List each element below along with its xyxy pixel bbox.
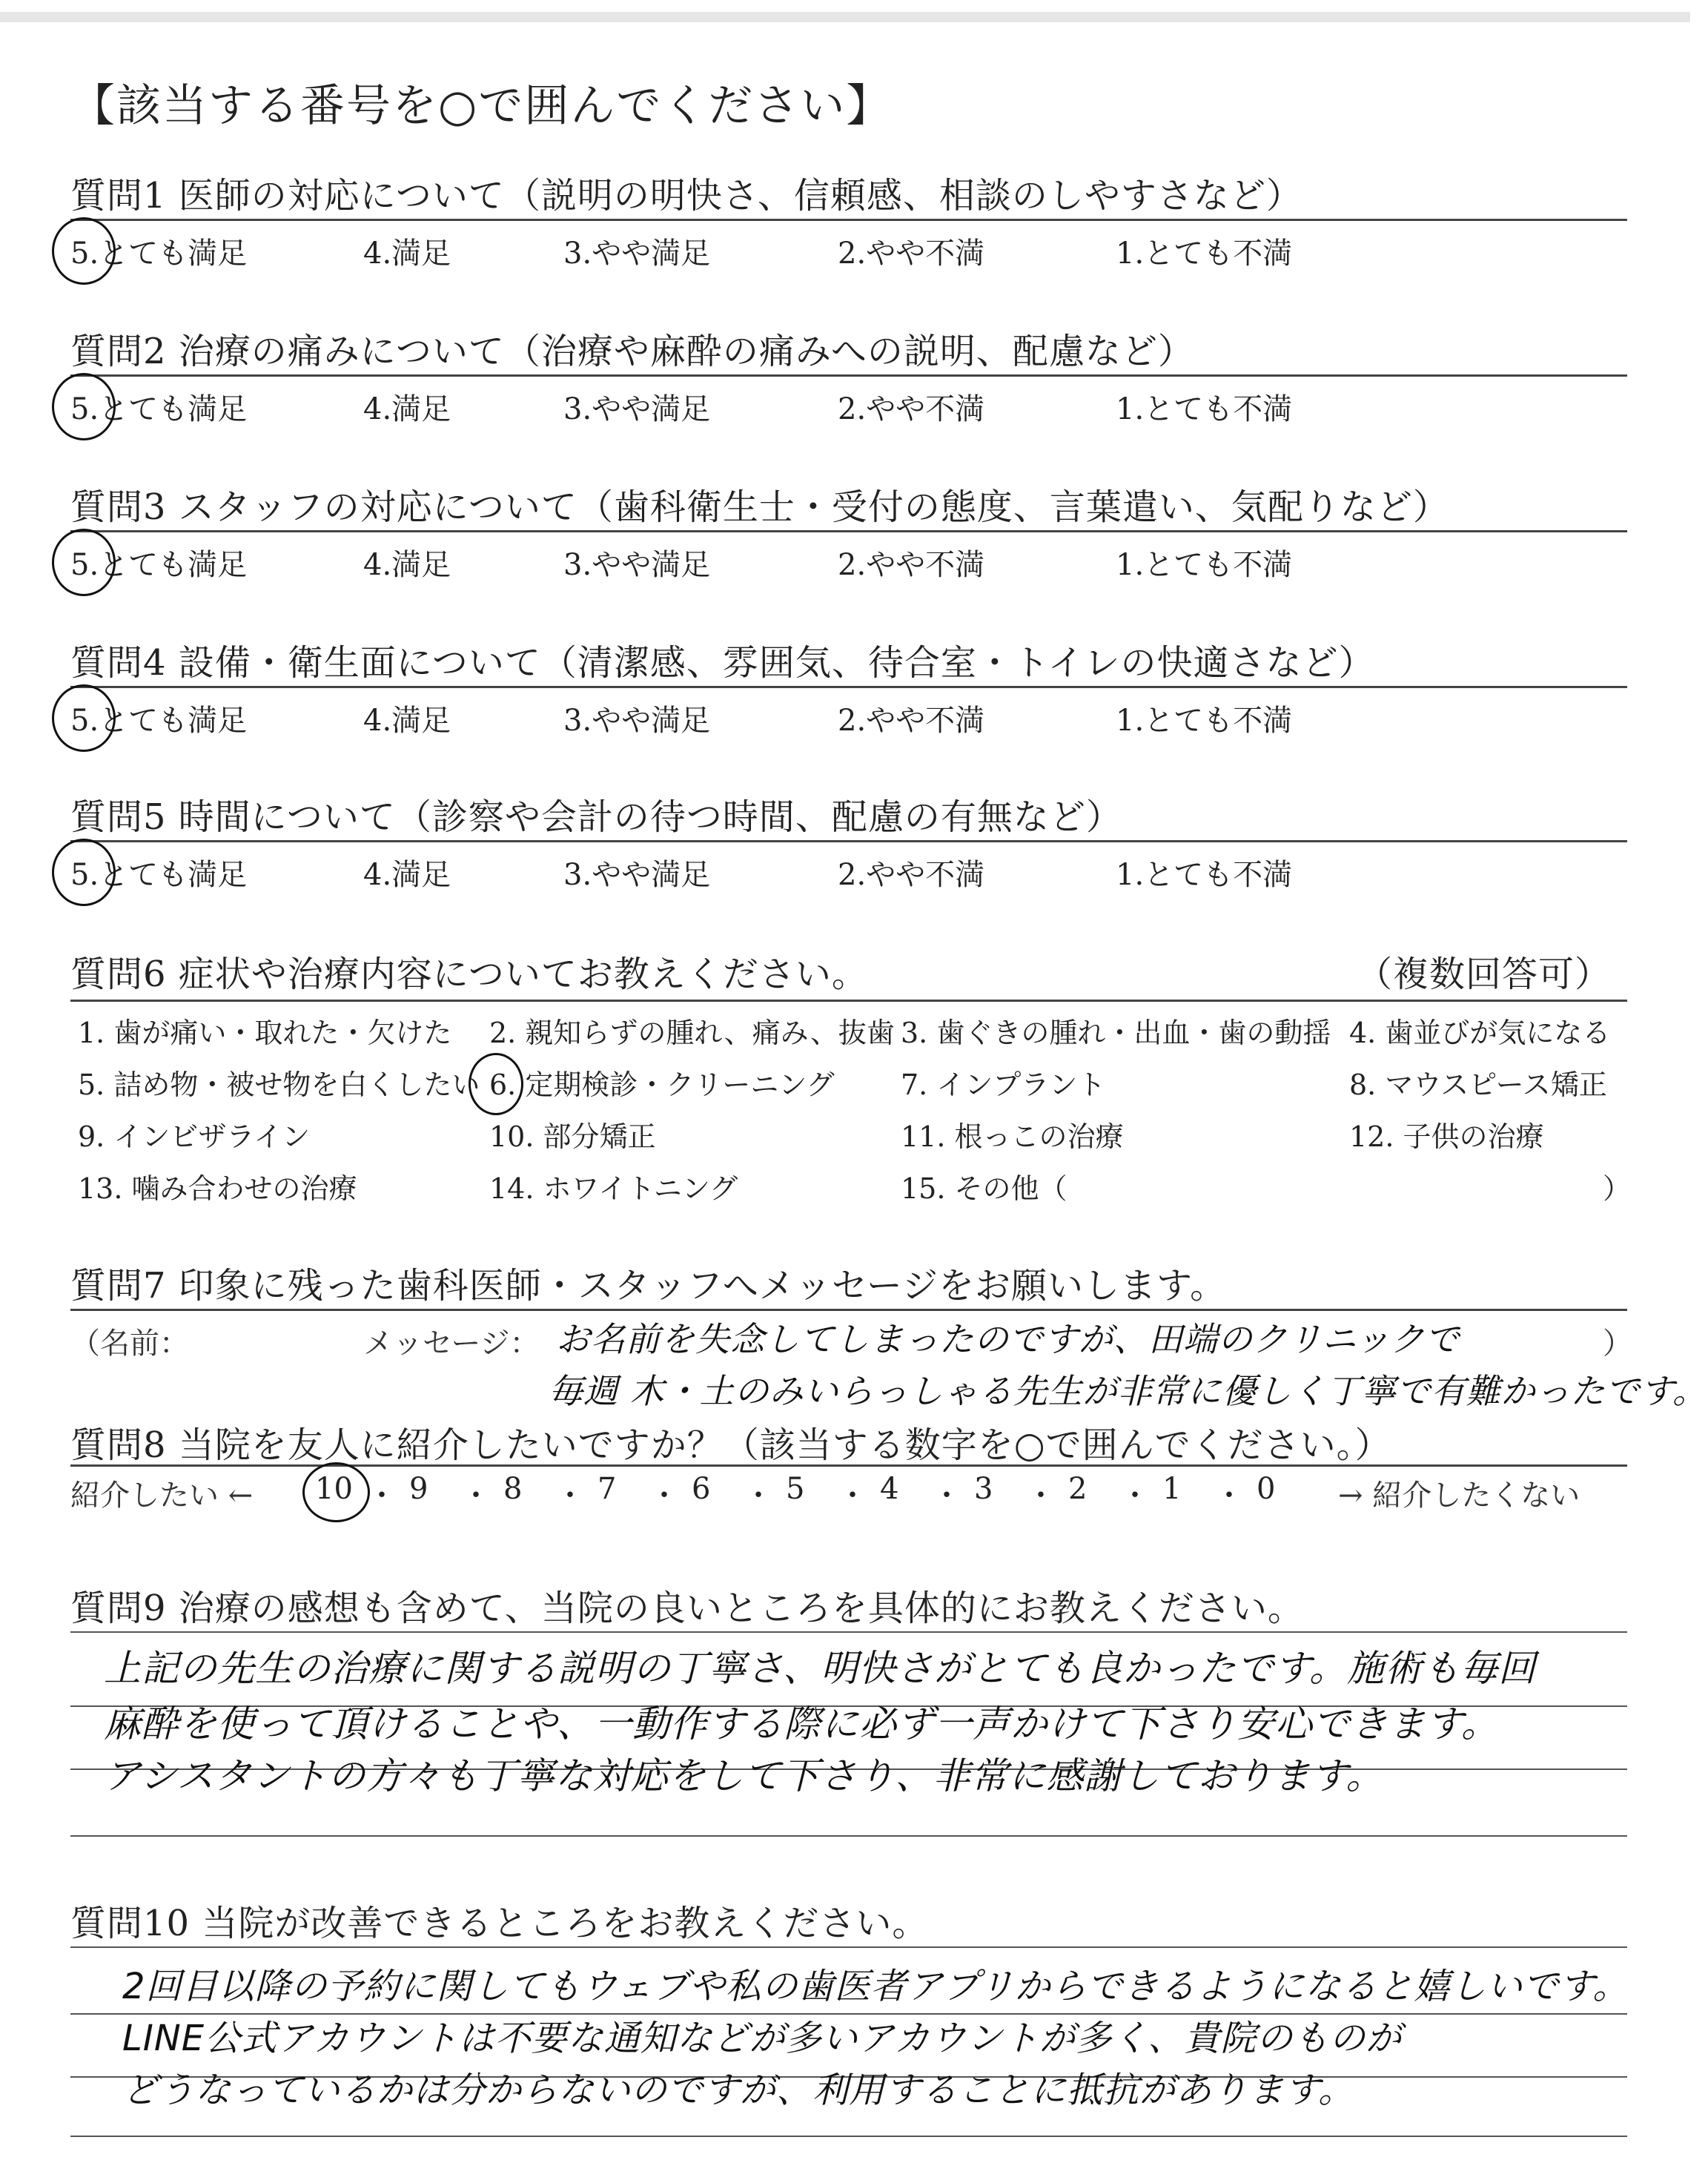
q9-label: 質問9 治療の感想も含めて、当院の良いところを具体的にお教えください。 [70, 1588, 1304, 1629]
q2-option-5[interactable]: 5.とても満足 [70, 392, 248, 426]
q9-rule-1 [70, 1631, 1627, 1633]
q8-scale-1[interactable]: 1 [1162, 1472, 1182, 1506]
q5-option-4[interactable]: 4.満足 [363, 858, 451, 892]
q1-option-2[interactable]: 2.やや不満 [838, 237, 985, 271]
q8-scale-separator: ・ [932, 1479, 961, 1513]
q10-answer-line-2: LINE公式アカウントは不要な通知などが多いアカウントが多く、貴院のものが [122, 2018, 1403, 2059]
q10-rule-1 [70, 1946, 1627, 1948]
q5-option-3[interactable]: 3.やや満足 [563, 858, 711, 892]
q10-rule-4 [70, 2136, 1627, 2137]
q6-option-2[interactable]: 2. 親知らずの腫れ、痛み、抜歯 [489, 1017, 895, 1049]
q6-option-4[interactable]: 4. 歯並びが気になる [1349, 1017, 1611, 1049]
q8-selected-circle [302, 1462, 370, 1522]
q8-scale-separator: ・ [555, 1479, 585, 1513]
q2-option-4[interactable]: 4.満足 [363, 392, 451, 426]
q6-selected-circle [469, 1053, 523, 1115]
q8-scale-7[interactable]: 7 [598, 1472, 617, 1506]
q1-rule [70, 219, 1627, 221]
q4-selected-circle [52, 684, 116, 752]
q2-label: 質問2 治療の痛みについて（治療や麻酔の痛みへの説明、配慮など） [70, 331, 1194, 372]
q8-label: 質問8 当院を友人に紹介したいですか？（該当する数字を○で囲んでください。） [70, 1424, 1391, 1466]
q6-option-8[interactable]: 8. マウスピース矯正 [1349, 1069, 1607, 1101]
q6-note: （複数回答可） [1357, 954, 1612, 995]
q6-option-6[interactable]: 6. 定期検診・クリーニング [489, 1069, 835, 1101]
q6-other-close-paren: ） [1603, 1172, 1632, 1205]
q9-answer-line-1: 上記の先生の治療に関する説明の丁寧さ、明快さがとても良かったです。施術も毎回 [104, 1647, 1536, 1690]
q8-scale-separator: ・ [367, 1479, 397, 1513]
q8-right-label: → 紹介したくない [1338, 1479, 1580, 1513]
q6-option-12[interactable]: 12. 子供の治療 [1349, 1120, 1544, 1153]
q4-option-5[interactable]: 5.とても満足 [70, 704, 248, 738]
q10-label: 質問10 当院が改善できるところをお教えください。 [70, 1903, 929, 1944]
q8-scale-0[interactable]: 0 [1257, 1472, 1276, 1506]
q6-option-15[interactable]: 15. その他（ [901, 1172, 1068, 1205]
q8-scale-10[interactable]: 10 [315, 1472, 353, 1506]
q10-answer-line-1: 2回目以降の予約に関してもウェブや私の歯医者アプリからできるようになると嬉しいです。 [122, 1966, 1629, 2007]
q6-option-10[interactable]: 10. 部分矯正 [489, 1120, 656, 1153]
q1-option-4[interactable]: 4.満足 [363, 237, 451, 271]
q8-scale-8[interactable]: 8 [503, 1472, 523, 1506]
q6-option-1[interactable]: 1. 歯が痛い・取れた・欠けた [78, 1017, 452, 1049]
q7-message-label: メッセージ： [363, 1327, 540, 1361]
q5-label: 質問5 時間について（診察や会計の待つ時間、配慮の有無など） [70, 796, 1122, 838]
q8-scale-6[interactable]: 6 [692, 1472, 711, 1506]
q3-option-5[interactable]: 5.とても満足 [70, 548, 248, 582]
q6-option-11[interactable]: 11. 根っこの治療 [901, 1120, 1124, 1153]
q8-scale-4[interactable]: 4 [880, 1472, 899, 1506]
q4-option-2[interactable]: 2.やや不満 [838, 704, 985, 738]
q7-message-line-2: 毎週 木・土のみいらっしゃる先生が非常に優しく丁寧で有難かったです。 [549, 1371, 1707, 1411]
q6-option-14[interactable]: 14. ホワイトニング [489, 1172, 738, 1205]
q5-selected-circle [52, 839, 116, 906]
q8-scale-2[interactable]: 2 [1068, 1472, 1088, 1506]
q6-label: 質問6 症状や治療内容についてお教えください。 [70, 954, 868, 995]
q7-rule [70, 1309, 1627, 1311]
q8-scale-separator: ・ [1214, 1479, 1244, 1513]
q3-rule [70, 530, 1627, 532]
q8-scale-separator: ・ [649, 1479, 679, 1513]
q7-label: 質問7 印象に残った歯科医師・スタッフへメッセージをお願いします。 [70, 1265, 1227, 1307]
q3-option-1[interactable]: 1.とても不満 [1116, 548, 1293, 582]
q9-answer-line-3: アシスタントの方々も丁寧な対応をして下さり、非常に感謝しております。 [104, 1754, 1384, 1797]
q2-option-3[interactable]: 3.やや満足 [563, 392, 711, 426]
q6-option-9[interactable]: 9. インビザライン [78, 1120, 311, 1153]
q6-option-13[interactable]: 13. 噛み合わせの治療 [78, 1172, 357, 1205]
q7-message-line-1: お名前を失念してしまったのですが、田端のクリニックで [556, 1319, 1460, 1359]
q10-answer-line-3: どうなっているかは分からないのですが、利用することに抵抗があります。 [122, 2070, 1355, 2111]
q8-scale-5[interactable]: 5 [786, 1472, 805, 1506]
q4-option-4[interactable]: 4.満足 [363, 704, 451, 738]
q6-option-7[interactable]: 7. インプラント [901, 1069, 1106, 1101]
q4-option-1[interactable]: 1.とても不満 [1116, 704, 1293, 738]
q8-scale-3[interactable]: 3 [974, 1472, 993, 1506]
q4-label: 質問4 設備・衛生面について（清潔感、雰囲気、待合室・トイレの快適さなど） [70, 642, 1375, 684]
q6-rule [70, 1000, 1627, 1002]
q8-scale-separator: ・ [461, 1479, 491, 1513]
q2-rule [70, 374, 1627, 377]
q9-answer-line-2: 麻酔を使って頂けることや、一動作する際に必ず一声かけて下さり安心できます。 [104, 1702, 1499, 1745]
q2-selected-circle [52, 373, 116, 440]
q7-close-paren: ） [1603, 1327, 1632, 1361]
q8-left-label: 紹介したい ← [70, 1479, 254, 1513]
q5-option-5[interactable]: 5.とても満足 [70, 858, 248, 892]
q1-option-5[interactable]: 5.とても満足 [70, 237, 248, 271]
q1-option-1[interactable]: 1.とても不満 [1116, 237, 1293, 271]
q5-option-2[interactable]: 2.やや不満 [838, 858, 985, 892]
q3-label: 質問3 スタッフの対応について（歯科衛生士・受付の態度、言葉遣い、気配りなど） [70, 486, 1449, 528]
q3-selected-circle [52, 529, 116, 596]
q1-selected-circle [52, 217, 116, 285]
q9-rule-4 [70, 1835, 1627, 1837]
page-title: 【該当する番号を○で囲んでください】 [70, 80, 893, 132]
q2-option-2[interactable]: 2.やや不満 [838, 392, 985, 426]
scan-top-edge [0, 12, 1690, 22]
q3-option-2[interactable]: 2.やや不満 [838, 548, 985, 582]
q3-option-4[interactable]: 4.満足 [363, 548, 451, 582]
q2-option-1[interactable]: 1.とても不満 [1116, 392, 1293, 426]
q1-label: 質問1 医師の対応について（説明の明快さ、信頼感、相談のしやすさなど） [70, 175, 1302, 217]
q8-scale-9[interactable]: 9 [409, 1472, 428, 1506]
q7-name-label: （名前： [70, 1327, 189, 1361]
q8-scale-separator: ・ [1120, 1479, 1150, 1513]
q8-scale-separator: ・ [744, 1479, 773, 1513]
q5-rule [70, 840, 1627, 842]
q4-rule [70, 686, 1627, 688]
q1-option-3[interactable]: 3.やや満足 [563, 237, 711, 271]
q4-option-3[interactable]: 3.やや満足 [563, 704, 711, 738]
q3-option-3[interactable]: 3.やや満足 [563, 548, 711, 582]
q8-scale-separator: ・ [1026, 1479, 1056, 1513]
q6-option-5[interactable]: 5. 詰め物・被せ物を白くしたい [78, 1069, 480, 1101]
q8-scale-separator: ・ [838, 1479, 867, 1513]
q8-rule [70, 1464, 1627, 1467]
q6-option-3[interactable]: 3. 歯ぐきの腫れ・出血・歯の動揺 [901, 1017, 1331, 1049]
q5-option-1[interactable]: 1.とても不満 [1116, 858, 1293, 892]
